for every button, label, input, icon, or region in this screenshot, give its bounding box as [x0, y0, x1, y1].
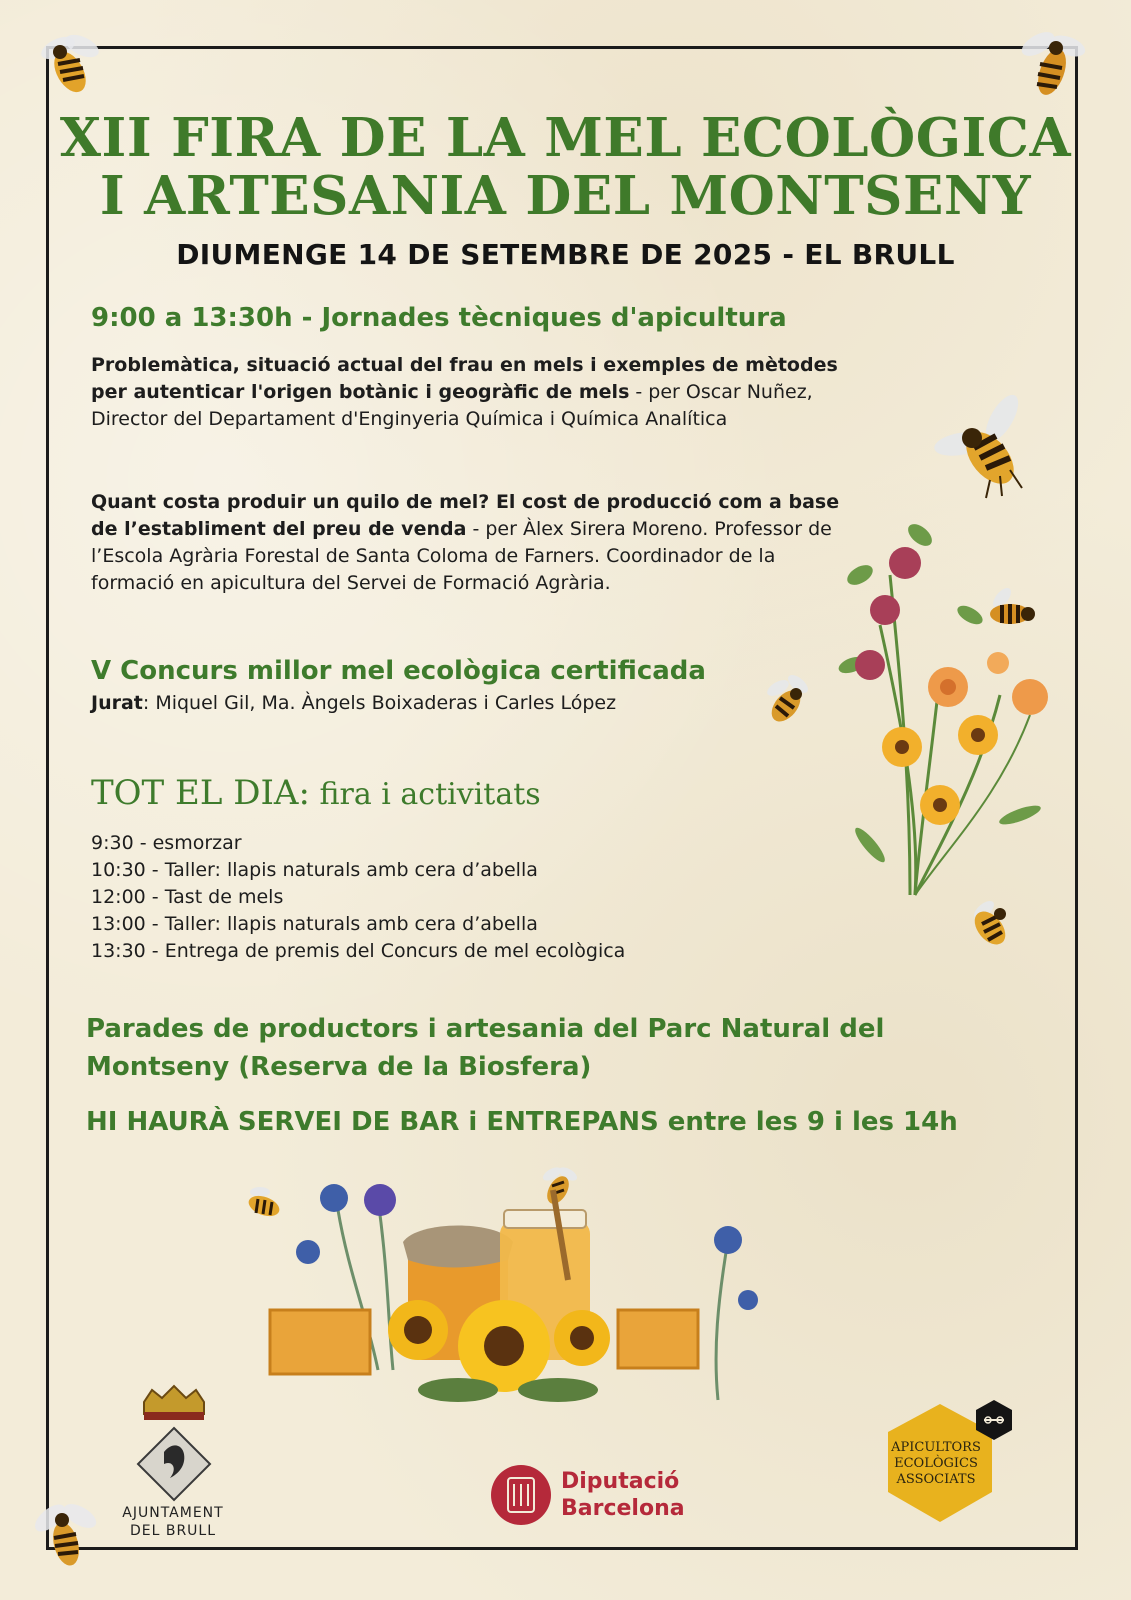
diputacio-logo-icon: [490, 1464, 552, 1526]
bee-icon-bottom-left: [26, 1496, 106, 1576]
bee-icon-top-left: [30, 30, 110, 100]
schedule-item: 12:00 - Tast de mels: [91, 886, 284, 908]
technical-heading: 9:00 a 13:30h - Jornades tècniques d'apicultura: [91, 303, 787, 333]
honey-jars-sunflowers-illustration: [268, 1170, 788, 1420]
ajuntament-line1: AJUNTAMENT: [122, 1505, 224, 1521]
jury-names: : Miquel Gil, Ma. Àngels Boixaderas i Carles López: [142, 692, 617, 714]
talk-2-speaker: - per Àlex Sirera Moreno. Professor de l’Escola Agrària Forestal de Santa Coloma de Farners. Coordinador de la formació en apicultura del Servei de Formació Agrària.: [91, 518, 832, 594]
allday-heading-sub: fira i activitats: [309, 777, 541, 812]
ajuntament-crest-logo: [134, 1382, 214, 1502]
talk-1-speaker: - per Oscar Nuñez, Director del Departament d'Enginyeria Química i Química Analítica: [91, 381, 813, 430]
apicultors-line2: ECOLÒGICS: [894, 1456, 978, 1471]
bee-icon-middle: [758, 670, 818, 730]
apicultors-wordmark: [886, 1440, 986, 1488]
talk-1-title: Problemàtica, situació actual del frau en mels i exemples de mètodes per autenticar l'origen botànic i geogràfic de mels: [91, 354, 838, 403]
talk-1: [91, 352, 851, 433]
ajuntament-caption: [108, 1504, 238, 1540]
schedule-list: [91, 830, 625, 965]
event-date: DIUMENGE 14 DE SETEMBRE DE 2025 - EL BRULL: [176, 238, 955, 271]
apicultors-line1: APICULTORS: [891, 1440, 981, 1455]
schedule-item: 9:30 - esmorzar: [91, 832, 242, 854]
flowers-illustration-right: [830, 515, 1070, 935]
diputacio-wordmark: [561, 1468, 685, 1522]
ajuntament-line2: DEL BRULL: [129, 1523, 217, 1539]
schedule-item: 13:30 - Entrega de premis del Concurs de mel ecològica: [91, 940, 626, 962]
event-title-line1: XII FIRA DE LA MEL ECOLÒGICA: [59, 107, 1072, 169]
stalls-text: Parades de productors i artesania del Parc Natural del Montseny (Reserva de la Biosfera): [86, 1014, 885, 1082]
contest-heading: V Concurs millor mel ecològica certificada: [91, 656, 706, 686]
diputacio-line1: Diputació: [561, 1469, 680, 1494]
event-title-line2: I ARTESANIA DEL MONTSENY: [99, 165, 1032, 227]
contest-jury: [91, 692, 616, 714]
allday-heading-main: TOT EL DIA:: [91, 773, 310, 813]
allday-heading: [91, 773, 541, 813]
bee-icon-right-small: [978, 586, 1038, 636]
talk-2-title: Quant costa produir un quilo de mel? El cost de producció com a base de l’establiment del preu de venda: [91, 491, 840, 540]
bee-icon-top-right: [1012, 24, 1092, 104]
schedule-item: 10:30 - Taller: llapis naturals amb cera d’abella: [91, 859, 538, 881]
bee-icon-large-right: [930, 396, 1040, 506]
bee-icon-right-bottom: [962, 896, 1022, 956]
apicultors-line3: ASSOCIATS: [896, 1472, 976, 1487]
talk-2: [91, 489, 851, 597]
bar-service-text: HI HAURÀ SERVEI DE BAR i ENTREPANS entre les 9 i les 14h: [86, 1107, 958, 1137]
diputacio-line2: Barcelona: [561, 1496, 685, 1521]
jury-label: Jurat: [91, 692, 143, 714]
schedule-item: 13:00 - Taller: llapis naturals amb cera d’abella: [91, 913, 538, 935]
